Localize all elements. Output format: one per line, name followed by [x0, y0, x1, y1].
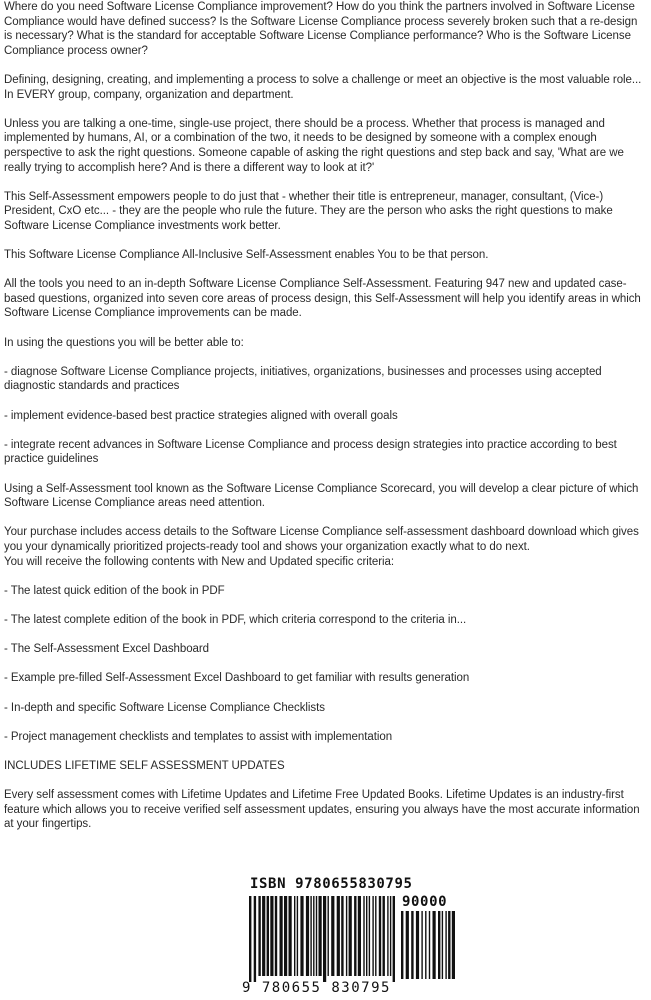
- barcode-bar: [328, 896, 329, 976]
- barcode-bar: [390, 896, 391, 976]
- barcode-bar: [258, 896, 260, 976]
- barcode-bar: [275, 896, 277, 976]
- barcode-bar: [425, 911, 426, 979]
- barcode-bar: [354, 896, 356, 976]
- barcode-bar: [323, 896, 326, 982]
- barcode-bar: [416, 911, 419, 979]
- bullet-complete-edition: - The latest complete edition of the book in PDF, which criteria correspond to the criteria in...: [4, 613, 467, 626]
- isbn-barcode: [240, 876, 470, 1000]
- barcode-bar: [372, 896, 373, 976]
- barcode-bar: [445, 911, 446, 979]
- paragraph-intro-questions: Where do you need Software License Compliance improvement? How do you think the partners involved in Software License Compliance would have defined success? Is the Software License Compliance process severely broken such that a re-design is necessary? What is the standard for acceptable Software License Compliance performance? Who is the Software License Compliance process owner?: [4, 1, 638, 57]
- bullet-diagnose: - diagnose Software License Compliance projects, initiatives, organizations, businesses and processes using accepted diagnostic standards and practices: [4, 365, 602, 393]
- barcode-bar: [254, 896, 256, 982]
- barcode-bar: [379, 896, 381, 976]
- barcode-bar: [452, 911, 455, 979]
- barcode-bar: [319, 896, 322, 976]
- paragraph-using-questions: In using the questions you will be better able to:: [4, 336, 244, 349]
- barcode-bar: [421, 911, 422, 979]
- barcode-bar: [341, 896, 343, 976]
- barcode-bar: [387, 896, 388, 976]
- barcode-bar: [249, 896, 251, 982]
- barcode-bar: [401, 911, 403, 979]
- bullet-checklists: - In-depth and specific Software License Compliance Checklists: [4, 701, 325, 714]
- barcode-bar: [337, 896, 340, 976]
- paragraph-tools: All the tools you need to an in-depth Software License Compliance Self-Assessment. Featuring 947 new and updated case-based questions, organized into seven core areas of process design, this Self-Assessment will help you identify areas in which Software License Compliance improvements can be made.: [4, 278, 641, 320]
- heading-lifetime-updates: INCLUDES LIFETIME SELF ASSESSMENT UPDATES: [4, 759, 285, 772]
- barcode-digits: 9 780655 830795: [242, 980, 391, 996]
- barcode-bar: [280, 896, 283, 976]
- bullet-integrate: - integrate recent advances in Software License Compliance and process design strategies into practice according to best practice guidelines: [4, 438, 617, 466]
- barcode-addon-bars: [400, 911, 460, 981]
- barcode-bar: [448, 911, 450, 979]
- barcode-bar: [300, 896, 303, 976]
- barcode-bar: [306, 896, 309, 976]
- description-text: [4, 0, 645, 846]
- barcode-bar: [366, 896, 367, 976]
- barcode-bar: [297, 896, 298, 976]
- barcode-bar: [313, 896, 314, 976]
- barcode-bar: [358, 896, 361, 976]
- barcode-bar: [375, 896, 376, 976]
- barcode-bar: [346, 896, 347, 976]
- paragraph-process-design: Unless you are talking a one-time, single-use project, there should be a process. Whether that process is managed and implemented by humans, AI, or a combination of the two, it needs to be designed by someone with a complex enough perspective to ask the right questions. Someone capable of asking the right questions and step back and say, 'What are we really trying to accomplish here? And is there a different way to look at it?': [4, 117, 624, 174]
- barcode-bar: [438, 911, 440, 979]
- bullet-example-dashboard: - Example pre-filled Self-Assessment Excel Dashboard to get familiar with results generation: [4, 672, 470, 685]
- paragraph-purchase: Your purchase includes access details to the Software License Compliance self-assessment dashboard download which gives you your dynamically prioritized projects-ready tool and shows your organization exactly what to do next.: [4, 526, 639, 553]
- bullet-excel-dashboard: - The Self-Assessment Excel Dashboard: [4, 643, 210, 656]
- isbn-label: ISBN 9780655830795: [250, 876, 413, 892]
- barcode-bar: [294, 896, 295, 976]
- barcode-bar: [429, 911, 430, 979]
- barcode-bar: [310, 896, 311, 976]
- bullet-implement: - implement evidence-based best practice strategies aligned with overall goals: [4, 409, 398, 422]
- barcode-bar: [262, 896, 265, 976]
- barcode-bar: [433, 911, 436, 979]
- barcode-bar: [289, 896, 292, 976]
- barcode-bar: [270, 896, 273, 976]
- barcode-bar: [267, 896, 269, 976]
- barcode-bar: [383, 896, 385, 976]
- barcode-bar: [284, 896, 287, 976]
- barcode-bar: [369, 896, 370, 976]
- barcode-bar: [411, 911, 413, 979]
- barcode-addon-number: 90000: [402, 894, 448, 910]
- paragraph-lifetime-updates: Every self assessment comes with Lifetime Updates and Lifetime Free Updated Books. Lifetime Updates is an industry-first feature which allows you to receive verified self assessment updates, ensuring you always have the most accurate information at your fingertips.: [4, 789, 640, 831]
- paragraph-receive: You will receive the following contents with New and Updated specific criteria:: [4, 555, 395, 568]
- barcode-bar: [349, 896, 352, 976]
- paragraph-empowers: This Self-Assessment empowers people to do just that - whether their title is entrepreneur, manager, consultant, (Vice-) President, CxO etc... - they are the people who rule the future. They are the person who asks the right questions to make Software License Compliance investments work better.: [4, 190, 613, 232]
- barcode-main-bars: [248, 896, 398, 982]
- barcode-bar: [393, 896, 395, 982]
- bullet-project-management: - Project management checklists and templates to assist with implementation: [4, 730, 393, 743]
- barcode-bar: [406, 911, 409, 979]
- barcode-bar: [331, 896, 334, 976]
- paragraph-scorecard: Using a Self-Assessment tool known as the Software License Compliance Scorecard, you will develop a clear picture of which Software License Compliance areas need attention.: [4, 482, 639, 510]
- paragraph-process-role: Defining, designing, creating, and implementing a process to solve a challenge or meet an objective is the most valuable role... In EVERY group, company, organization and department.: [4, 73, 642, 101]
- paragraph-enables: This Software License Compliance All-Inclusive Self-Assessment enables You to be that person.: [4, 249, 489, 262]
- bullet-quick-edition: - The latest quick edition of the book in PDF: [4, 584, 225, 597]
- barcode-bar: [442, 911, 443, 979]
- barcode-bar: [316, 896, 317, 976]
- barcode-bar: [363, 896, 364, 976]
